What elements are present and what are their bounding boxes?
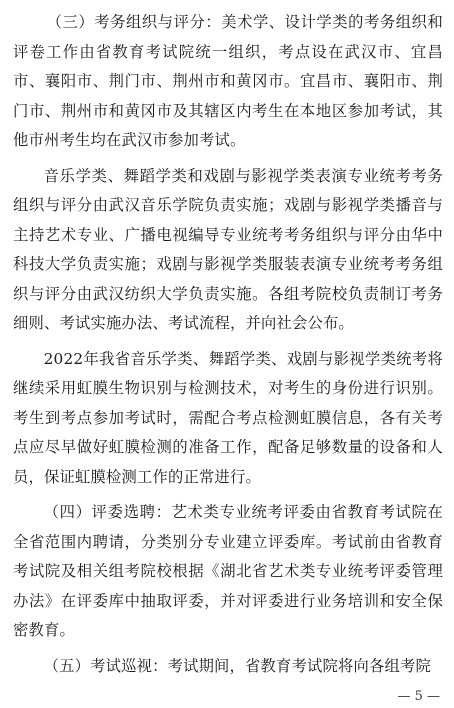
paragraph-exam-organization: （三）考务组织与评分：美术学、设计学类的考务组织和评卷工作由省教育考试院统一组织，考点设在武汉市、宜昌市、襄阳市、荆门市、荆州市和黄冈市。宜昌市、襄阳市、荆门市、荆州市和黄冈市及其辖区内考生在本地区参加考试，其他市州考生均在武汉市参加考试。 <box>13 13 443 149</box>
page-number: — 5 — <box>397 689 440 704</box>
paragraph-exam-inspection: （五）考试巡视：考试期间，省教育考试院将向各组考院 <box>43 656 432 675</box>
paragraph-judge-selection: （四）评委选聘：艺术类专业统考评委由省教育考试院在全省范围内聘请，分类别分专业建立评委库。考试前由省教育考试院及相关组考院校根据《湖北省艺术类专业统考评委管理办法》在评委库中抽取评委，并对评委进行业务培训和安全保密教育。 <box>13 503 443 639</box>
document-body <box>13 8 443 687</box>
paragraph-music-dance-drama: 音乐学类、舞蹈学类和戏剧与影视学类表演专业统考考务组织与评分由武汉音乐学院负责实施；戏剧与影视学类播音与主持艺术专业、广播电视编导专业统考考务组织与评分由华中科技大学负责实施；戏剧与影视学类服装表演专业统考考务组织与评分由武汉纺织大学负责实施。各组考院校负责制订考务细则、考试实施办法、考试流程，并向社会公布。 <box>13 166 443 332</box>
paragraph-iris-recognition: 2022年我省音乐学类、舞蹈学类、戏剧与影视学类统考将继续采用虹膜生物识别与检测技术，对考生的身份进行识别。考生到考点参加考试时，需配合考点检测虹膜信息，各有关考点应尽早做好虹膜检测的准备工作，配备足够数量的设备和人员，保证虹膜检测工作的正常进行。 <box>13 349 443 486</box>
